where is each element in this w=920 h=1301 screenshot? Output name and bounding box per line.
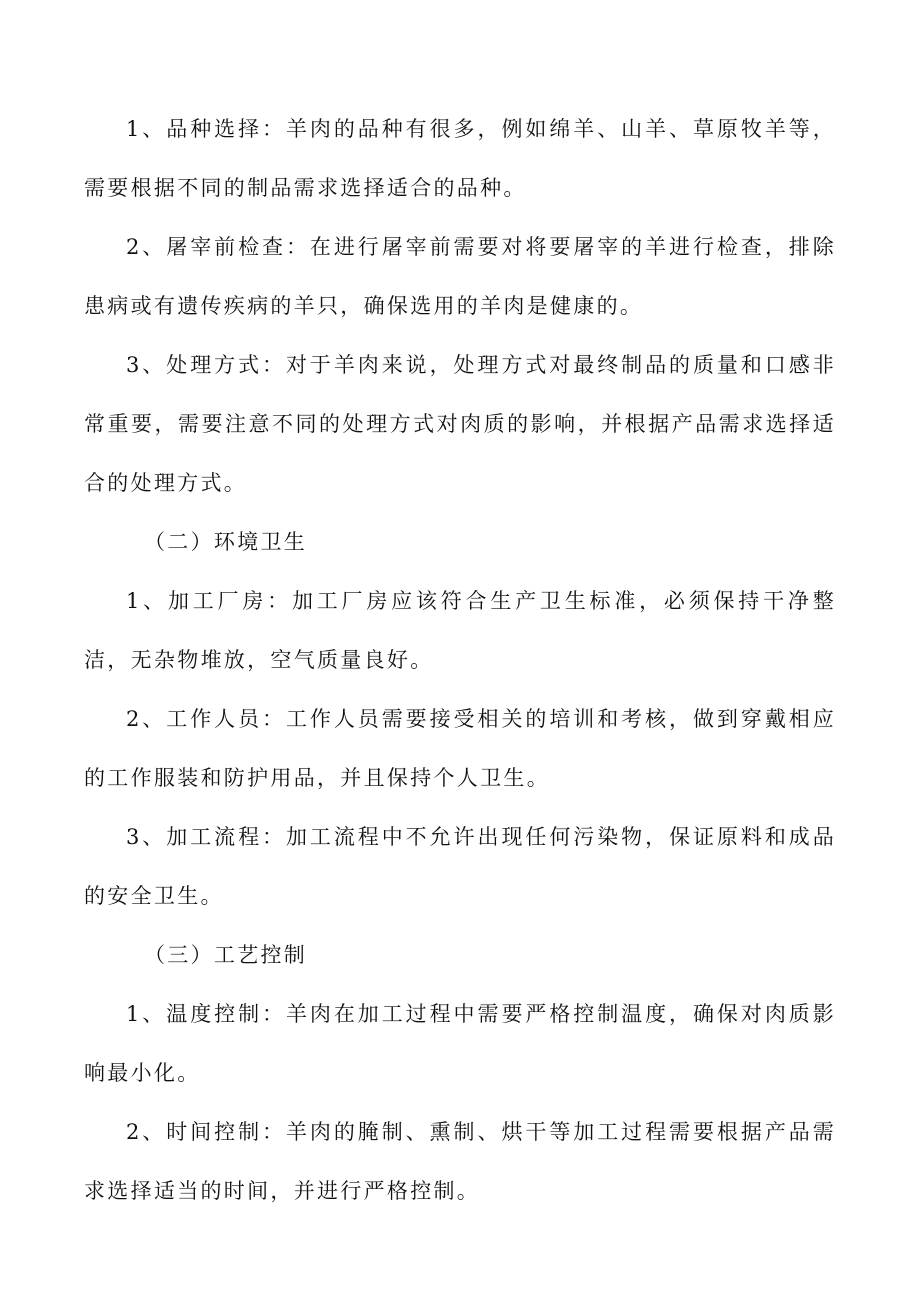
para-temperature-control: 1、温度控制：羊肉在加工过程中需要严格控制温度，确保对肉质影响最小化。 <box>84 1002 836 1085</box>
para-time-control: 2、时间控制：羊肉的腌制、熏制、烘干等加工过程需要根据产品需求选择适当的时间，并进行严格控制。 <box>84 1120 836 1203</box>
para-processing-method: 3、处理方式：对于羊肉来说，处理方式对最终制品的质量和口感非常重要，需要注意不同的处理方式对肉质的影响，并根据产品需求选择适合的处理方式。 <box>84 353 836 495</box>
para-staff: 2、工作人员：工作人员需要接受相关的培训和考核，做到穿戴相应的工作服装和防护用品，并且保持个人卫生。 <box>84 707 836 790</box>
para-processing-plant: 1、加工厂房：加工厂房应该符合生产卫生标准，必须保持干净整洁，无杂物堆放，空气质量良好。 <box>84 589 836 672</box>
para-variety-selection: 1、品种选择：羊肉的品种有很多，例如绵羊、山羊、草原牧羊等，需要根据不同的制品需求选择适合的品种。 <box>84 117 836 200</box>
section-heading-environmental-hygiene: （二）环境卫生 <box>144 530 308 554</box>
para-pre-slaughter-inspection: 2、屠宰前检查：在进行屠宰前需要对将要屠宰的羊进行检查，排除患病或有遗传疾病的羊只，确保选用的羊肉是健康的。 <box>84 235 836 318</box>
section-heading-process-control: （三）工艺控制 <box>144 943 308 967</box>
document-body <box>84 100 836 1221</box>
para-processing-flow: 3、加工流程：加工流程中不允许出现任何污染物，保证原料和成品的安全卫生。 <box>84 825 836 908</box>
